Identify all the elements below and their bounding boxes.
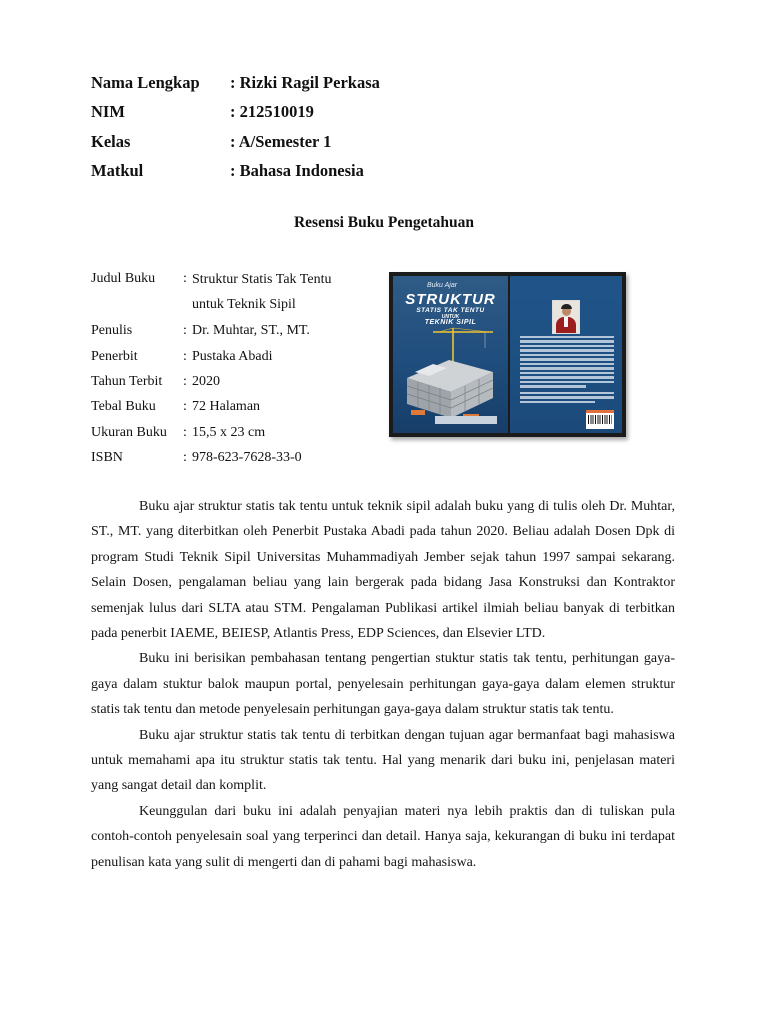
identity-label: Matkul [91,161,144,181]
book-info-label: Penerbit [91,348,138,364]
book-info-value: Dr. Muhtar, ST., MT. [192,323,310,339]
book-info-value: 978-623-7628-33-0 [192,450,302,466]
identity-value: : Rizki Ragil Perkasa [230,72,380,92]
book-info-table [91,268,362,471]
book-info-row-year [91,369,362,394]
identity-row-class [91,127,380,157]
cover-subtitle: TEKNIK SIPIL [424,319,477,326]
book-info-label: Penulis [91,323,133,339]
book-info-label: Judul Buku [91,271,156,286]
identity-row-nim [91,98,380,128]
identity-row-name [91,68,380,98]
cover-author-bar [435,416,497,424]
book-info-colon: : [183,323,187,339]
book-info-row-title [91,268,362,319]
book-info-row-publisher [91,344,362,369]
review-paragraph: Buku ajar struktur statis tak tentu untuk teknik sipil adalah buku yang di tulis oleh Dr. Muhtar, ST., MT. yang diterbitkan oleh Penerbit Pustaka Abadi pada tahun 2020. Beliau adalah Dosen Dpk di program Studi Teknik Sipil Universitas Muhammadiyah Jember sejak tahun 1997 sampai sekarang. Selain Dosen, pengalaman beliau yang lain bergerak pada bidang Jasa Konstruksi dan Kontraktor semenjak lulus dari SLTA atau STM. Pengalaman Publikasi artikel ilmiah beliau banyak di terbitkan pada penerbit IAEME, BEIESP, Atlantis Press, EDP Sciences, dan Elsevier LTD. [91,499,675,642]
identity-label: NIM [91,102,125,122]
identity-row-course [91,157,380,187]
identity-label: Nama Lengkap [91,72,200,92]
back-cover-synopsis [520,336,614,405]
cover-subtitle: UNTUK [441,314,460,320]
book-info-value: Struktur Statis Tak Tentu untuk Teknik Sipil [192,272,332,313]
barcode-icon [586,410,614,429]
review-paragraph: Buku ajar struktur statis tak tentu di terbitkan dengan tujuan agar bermanfaat bagi mahasiswa untuk memahami apa itu struktur statis tak tentu. Hal yang menarik dari buku ini, penjelasan materi yang sangat detail dan komplit. [91,727,675,794]
review-body [91,494,675,875]
cover-kicker: Buku Ajar [427,282,458,289]
cover-subtitle: STATIS TAK TENTU [416,307,485,314]
book-info-colon: : [183,374,187,390]
cover-title: STRUKTUR [405,291,496,308]
book-info-row-size [91,420,362,445]
review-paragraph: Buku ini berisikan pembahasan tentang pengertian stuktur statis tak tentu, perhitungan gaya-gaya dalam stuktur balok maupun portal, penyelesain perhitungan gaya-gaya dalam elemen struktur statis tak tentu dan metode penyelesain perhitungan gaya-gaya dalam struktur statis tak tentu. [91,651,675,718]
book-info-label: ISBN [91,450,123,466]
book-info-row-author [91,319,362,344]
book-info-colon: : [183,450,187,466]
identity-value: : 212510019 [230,102,314,122]
book-info-label: Ukuran Buku [91,424,167,440]
document-title: Resensi Buku Pengetahuan [293,214,474,231]
book-info-colon: : [183,348,187,364]
book-info-colon: : [183,271,187,286]
identity-value: : Bahasa Indonesia [230,161,364,181]
identity-value: : A/Semester 1 [230,131,332,151]
book-info-row-isbn [91,446,362,471]
book-info-value: 72 Halaman [192,399,261,415]
book-info-row-pages [91,395,362,420]
book-cover-back [510,276,622,433]
book-info-colon: : [183,399,187,415]
identity-block [91,68,380,186]
book-info-label: Tebal Buku [91,399,156,415]
book-info-value: 2020 [192,374,220,390]
book-info-label: Tahun Terbit [91,374,163,390]
review-paragraph: Keunggulan dari buku ini adalah penyajian materi nya lebih praktis dan di tuliskan pula contoh-contoh penyelesain soal yang terperinci dan detail. Hanya saja, kekurangan di buku ini terdapat penulisan kata yang sulit di mengerti dan di pahami bagi mahasiswa. [91,803,675,870]
construction-building-illustration [393,326,508,426]
book-info-colon: : [183,424,187,440]
book-cover-front [393,276,508,433]
book-cover-image [389,272,626,437]
book-info-value: Pustaka Abadi [192,348,273,364]
author-photo [552,300,580,334]
identity-label: Kelas [91,131,131,151]
book-info-value: 15,5 x 23 cm [192,424,266,440]
